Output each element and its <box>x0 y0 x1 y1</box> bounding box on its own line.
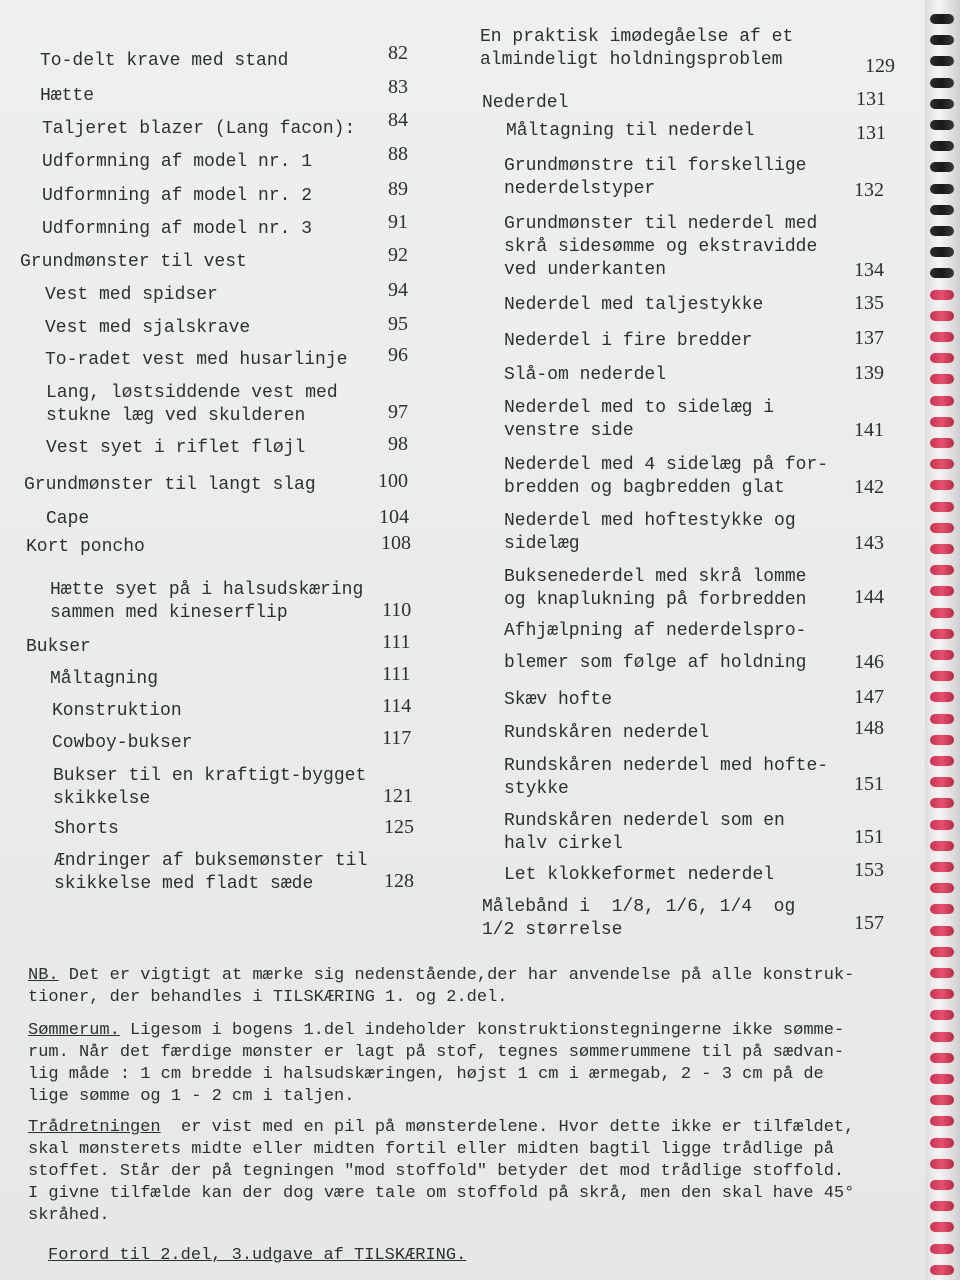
toc-entry-title: Lang, løstsiddende vest med stukne læg ved skulderen <box>46 383 338 426</box>
toc-entry-title: Rundskåren nederdel med hofte- stykke <box>504 756 829 799</box>
spiral-ring <box>930 35 954 45</box>
toc-entry-title: Nederdel i fire bredder <box>504 331 753 351</box>
spiral-ring <box>930 1138 954 1148</box>
toc-entry-page: 110 <box>382 599 412 621</box>
spiral-ring <box>930 841 954 851</box>
toc-entry-title: Skæv hofte <box>504 690 613 710</box>
spiral-ring <box>930 820 954 830</box>
toc-entry-page: 111 <box>382 631 411 653</box>
spiral-ring <box>930 205 954 215</box>
toc-entry-title: Hætte syet på i halsudskæring sammen med kineserflip <box>50 580 364 623</box>
toc-entry-title: Rundskåren nederdel som en halv cirkel <box>504 811 785 854</box>
toc-entry-page: 121 <box>383 785 413 807</box>
spiral-ring <box>930 311 954 321</box>
spiral-ring <box>930 99 954 109</box>
spiral-ring <box>930 56 954 66</box>
toc-entry-title: Vest syet i riflet fløjl <box>46 438 306 458</box>
toc-entry-page: 91 <box>388 211 408 233</box>
toc-entry-title: En praktisk imødegåelse af et almindeligt holdningsproblem <box>480 27 794 70</box>
toc-entry-page: 82 <box>388 42 408 64</box>
spiral-ring <box>930 268 954 278</box>
toc-entry-page: 134 <box>854 259 884 281</box>
toc-entry-title: Nederdel med to sidelæg i venstre side <box>504 398 775 441</box>
toc-entry-page: 131 <box>856 88 886 110</box>
spiral-ring <box>930 78 954 88</box>
toc-entry-page: 148 <box>854 717 884 739</box>
toc-entry-title: Shorts <box>54 819 119 839</box>
nb-paragraph <box>28 965 854 1009</box>
spiral-ring <box>930 1265 954 1275</box>
spiral-ring <box>930 714 954 724</box>
spiral-ring <box>930 162 954 172</box>
spiral-ring <box>930 480 954 490</box>
toc-entry-title: Rundskåren nederdel <box>504 723 710 743</box>
toc-entry-title: Vest med spidser <box>45 285 218 305</box>
toc-entry-page: 111 <box>382 663 411 685</box>
spiral-ring <box>930 1032 954 1042</box>
sommerum-text: Ligesom i bogens 1.del indeholder konstruktionstegningerne ikke sømme- rum. Når det færdige mønster er lagt på stof, tegnes sømmerummene til på sædvan- lig måde : 1 cm bredde i halsudskæringen, højst 1 cm i ærmegab, 2 - 3 cm på de lige sømme og 1 - 2 cm i taljen. <box>28 1021 845 1106</box>
sommerum-label: Sømmerum. <box>28 1021 120 1040</box>
toc-entry-title: Grundmønster til vest <box>20 252 247 272</box>
forord-heading: Forord til 2.del, 3.udgave af TILSKÆRING. <box>48 1246 467 1265</box>
spiral-ring <box>930 650 954 660</box>
spiral-ring <box>930 862 954 872</box>
nb-label: NB. <box>28 966 59 985</box>
toc-entry-page: 151 <box>854 773 884 795</box>
spiral-ring <box>930 904 954 914</box>
toc-entry-page: 94 <box>388 279 408 301</box>
toc-entry-page: 135 <box>854 292 884 314</box>
toc-entry-title: Nederdel <box>482 93 569 113</box>
spiral-ring <box>930 1053 954 1063</box>
toc-entry-title: Cowboy-bukser <box>52 733 193 753</box>
toc-entry-page: 128 <box>384 870 414 892</box>
toc-entry-title: Taljeret blazer (Lang facon): <box>42 119 356 139</box>
toc-entry-page: 132 <box>854 179 884 201</box>
toc-entry-title: Bukser til en kraftigt-bygget skikkelse <box>53 766 367 809</box>
spiral-ring <box>930 777 954 787</box>
spiral-ring <box>930 1244 954 1254</box>
toc-entry-page: 96 <box>388 344 408 366</box>
spiral-ring <box>930 459 954 469</box>
toc-entry-title: Udformning af model nr. 2 <box>42 186 313 206</box>
spiral-ring <box>930 544 954 554</box>
spiral-ring <box>930 353 954 363</box>
spiral-ring <box>930 798 954 808</box>
toc-entry-page: 92 <box>388 244 408 266</box>
toc-entry-title: Konstruktion <box>52 701 182 721</box>
toc-entry-title: Nederdel med 4 sidelæg på for- bredden og bagbredden glat <box>504 455 829 498</box>
traad-paragraph <box>28 1117 854 1227</box>
toc-entry-page: 89 <box>388 178 408 200</box>
toc-entry-page: 98 <box>388 433 408 455</box>
nb-text: Det er vigtigt at mærke sig nedenstående,der har anvendelse på alle konstruk- tioner, der behandles i TILSKÆRING 1. og 2.del. <box>28 966 855 1007</box>
toc-entry-title: Udformning af model nr. 3 <box>42 219 313 239</box>
toc-entry-title: Målebånd i 1/8, 1/6, 1/4 og 1/2 størrelse <box>482 897 796 940</box>
spiral-ring <box>930 1116 954 1126</box>
spiral-binding <box>925 0 960 1280</box>
toc-entry-page: 151 <box>854 826 884 848</box>
spiral-ring <box>930 184 954 194</box>
spiral-ring <box>930 374 954 384</box>
toc-entry-title: Afhjælpning af nederdelspro- blemer som følge af holdning <box>504 621 807 673</box>
toc-entry-page: 117 <box>382 727 412 749</box>
toc-entry-title: Udformning af model nr. 1 <box>42 152 313 172</box>
toc-entry-title: Hætte <box>40 86 95 106</box>
toc-entry-page: 114 <box>382 695 412 717</box>
toc-entry-page: 131 <box>856 122 886 144</box>
toc-entry-page: 125 <box>384 816 414 838</box>
spiral-ring <box>930 1159 954 1169</box>
spiral-ring <box>930 565 954 575</box>
toc-entry-title: Nederdel med hoftestykke og sidelæg <box>504 511 796 554</box>
toc-entry-title: Cape <box>46 509 90 529</box>
toc-entry-page: 141 <box>854 419 884 441</box>
spiral-ring <box>930 692 954 702</box>
toc-entry-title: Grundmønstre til forskellige nederdelstyper <box>504 156 807 199</box>
toc-entry-page: 104 <box>379 506 409 528</box>
spiral-ring <box>930 586 954 596</box>
toc-entry-title: Ændringer af buksemønster til skikkelse med fladt sæde <box>54 851 368 894</box>
toc-entry-page: 153 <box>854 859 884 881</box>
toc-entry-title: Grundmønster til langt slag <box>24 475 316 495</box>
spiral-ring <box>930 1074 954 1084</box>
spiral-ring <box>930 989 954 999</box>
spiral-ring <box>930 438 954 448</box>
toc-entry-title: Grundmønster til nederdel med skrå sidesømme og ekstravidde ved underkanten <box>504 214 818 280</box>
spiral-ring <box>930 14 954 24</box>
spiral-ring <box>930 608 954 618</box>
toc-entry-page: 88 <box>388 143 408 165</box>
toc-entry-page: 146 <box>854 651 884 673</box>
spiral-ring <box>930 396 954 406</box>
spiral-ring <box>930 735 954 745</box>
spiral-ring <box>930 968 954 978</box>
toc-entry-page: 142 <box>854 476 884 498</box>
traad-text: er vist med en pil på mønsterdelene. Hvor dette ikke er tilfældet, skal mønsterets midte eller midten fortil eller midten bagtil ligge trådlige på stoffet. Står der på tegningen "mod stoffold" betyder det mod trådlige stoffold. I givne tilfælde kan der dog være tale om stoffold på skrå, men den skal have 45° skråhed. <box>28 1118 855 1225</box>
sommerum-paragraph <box>28 1020 844 1108</box>
toc-entry-page: 147 <box>854 686 884 708</box>
spiral-ring <box>930 947 954 957</box>
toc-entry-title: Måltagning <box>50 669 159 689</box>
toc-entry-page: 139 <box>854 362 884 384</box>
spiral-ring <box>930 247 954 257</box>
spiral-ring <box>930 502 954 512</box>
spiral-ring <box>930 332 954 342</box>
toc-entry-page: 97 <box>388 401 408 423</box>
toc-entry-title: Vest med sjalskrave <box>45 318 251 338</box>
toc-entry-title: Buksenederdel med skrå lomme og knaplukning på forbredden <box>504 567 807 610</box>
toc-entry-title: To-delt krave med stand <box>40 51 289 71</box>
spiral-ring <box>930 756 954 766</box>
toc-entry-page: 143 <box>854 532 884 554</box>
spiral-ring <box>930 417 954 427</box>
spiral-ring <box>930 1095 954 1105</box>
toc-entry-title: Bukser <box>26 637 91 657</box>
spiral-ring <box>930 629 954 639</box>
toc-entry-title: Nederdel med taljestykke <box>504 295 764 315</box>
spiral-ring <box>930 926 954 936</box>
spiral-ring <box>930 1180 954 1190</box>
spiral-ring <box>930 226 954 236</box>
toc-entry-title: Slå-om nederdel <box>504 365 667 385</box>
spiral-ring <box>930 1201 954 1211</box>
toc-entry-page: 83 <box>388 76 408 98</box>
traad-label: Trådretningen <box>28 1118 161 1137</box>
toc-entry-title: Let klokkeformet nederdel <box>504 865 775 885</box>
toc-entry-page: 84 <box>388 109 408 131</box>
toc-entry-page: 95 <box>388 313 408 335</box>
toc-entry-page: 108 <box>381 532 411 554</box>
spiral-ring <box>930 1010 954 1020</box>
spiral-ring <box>930 1222 954 1232</box>
toc-entry-title: To-radet vest med husarlinje <box>45 350 348 370</box>
spiral-ring <box>930 671 954 681</box>
spiral-ring <box>930 141 954 151</box>
toc-entry-page: 157 <box>854 912 884 934</box>
toc-entry-page: 100 <box>378 470 408 492</box>
spiral-ring <box>930 290 954 300</box>
toc-entry-page: 129 <box>865 55 895 77</box>
toc-entry-title: Måltagning til nederdel <box>506 121 755 141</box>
spiral-ring <box>930 120 954 130</box>
toc-entry-page: 144 <box>854 586 884 608</box>
spiral-ring <box>930 523 954 533</box>
spiral-ring <box>930 883 954 893</box>
toc-entry-title: Kort poncho <box>26 537 145 557</box>
toc-entry-page: 137 <box>854 327 884 349</box>
